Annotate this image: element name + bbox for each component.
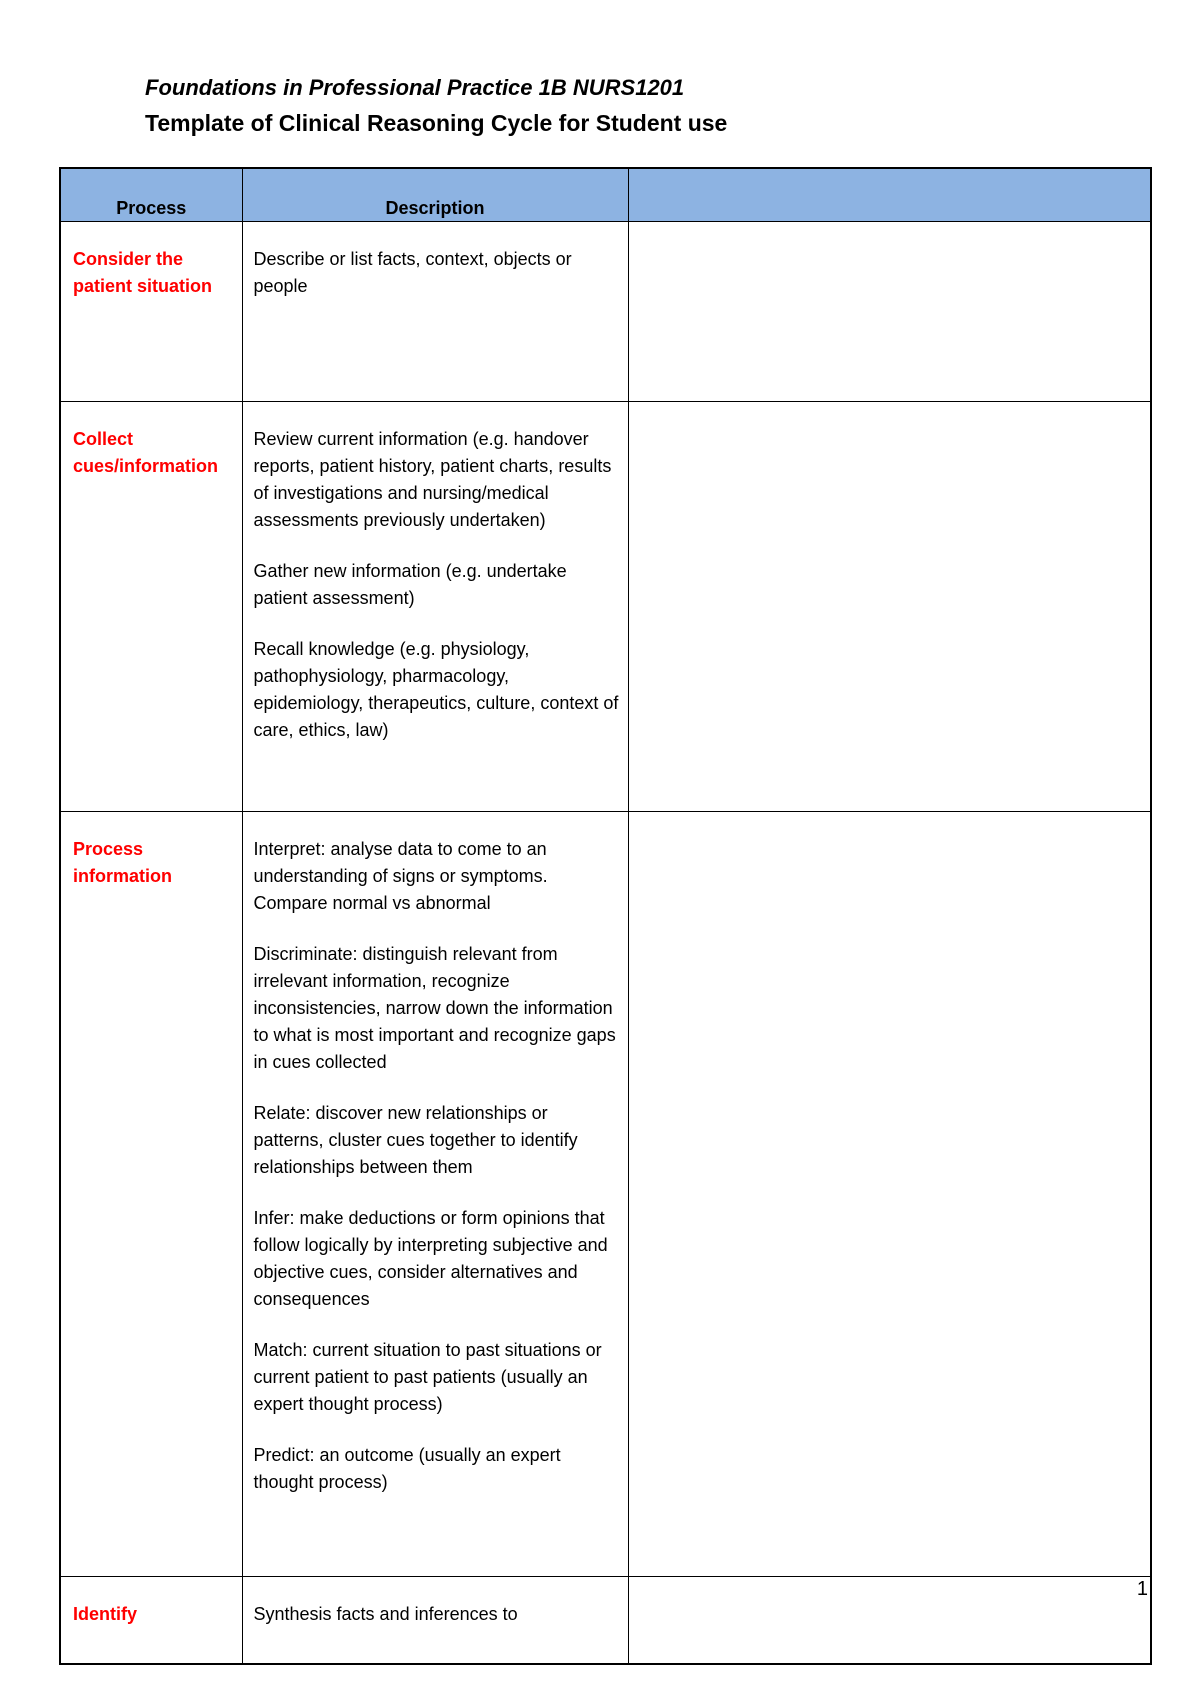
description-paragraph: Interpret: analyse data to come to an understanding of signs or symptoms. Compare normal vs abnormal [253,839,548,913]
table-row [60,1577,1151,1665]
description-paragraph: Recall knowledge (e.g. physiology, pathophysiology, pharmacology, epidemiology, therapeutics, culture, context of care, ethics, law) [253,639,619,740]
process-cell: Process information [60,812,242,1577]
description-paragraph: Infer: make deductions or form opinions that follow logically by interpreting subjective and objective cues, consider alternatives and consequences [253,1208,608,1309]
process-cell: Identify [60,1577,242,1665]
page-number: 1 [1136,1578,1148,1600]
description-paragraph: Synthesis facts and inferences to [253,1604,518,1624]
notes-cell[interactable] [628,1577,1151,1665]
description-paragraph: Discriminate: distinguish relevant from irrelevant information, recognize inconsistencies, narrow down the information to what is most important and recognize gaps in cues collected [253,944,616,1072]
document-subtitle: Template of Clinical Reasoning Cycle for Student use [145,110,728,136]
description-cell [242,402,628,812]
table-row [60,812,1151,1577]
description-paragraph: Review current information (e.g. handover reports, patient history, patient charts, results of investigations and nursing/medical assessments previously undertaken) [253,429,612,530]
description-paragraph: Describe or list facts, context, objects or people [253,249,572,296]
process-cell: Consider the patient situation [60,222,242,402]
description-cell [242,1577,628,1665]
header-description: Description [242,168,628,222]
description-paragraph: Predict: an outcome (usually an expert thought process) [253,1445,561,1492]
clinical-reasoning-table [59,167,1152,1665]
header-notes [628,168,1151,222]
description-paragraph: Match: current situation to past situations or current patient to past patients (usually an expert thought process) [253,1340,602,1414]
description-cell [242,812,628,1577]
process-cell: Collect cues/information [60,402,242,812]
description-cell [242,222,628,402]
notes-cell[interactable] [628,812,1151,1577]
table-header-row [60,168,1151,222]
table-row [60,402,1151,812]
header-process: Process [60,168,242,222]
description-paragraph: Gather new information (e.g. undertake patient assessment) [253,561,567,608]
table-row [60,222,1151,402]
notes-cell[interactable] [628,222,1151,402]
notes-cell[interactable] [628,402,1151,812]
description-paragraph: Relate: discover new relationships or patterns, cluster cues together to identify relationships between them [253,1103,578,1177]
document-title: Foundations in Professional Practice 1B NURS1201 [145,75,685,100]
